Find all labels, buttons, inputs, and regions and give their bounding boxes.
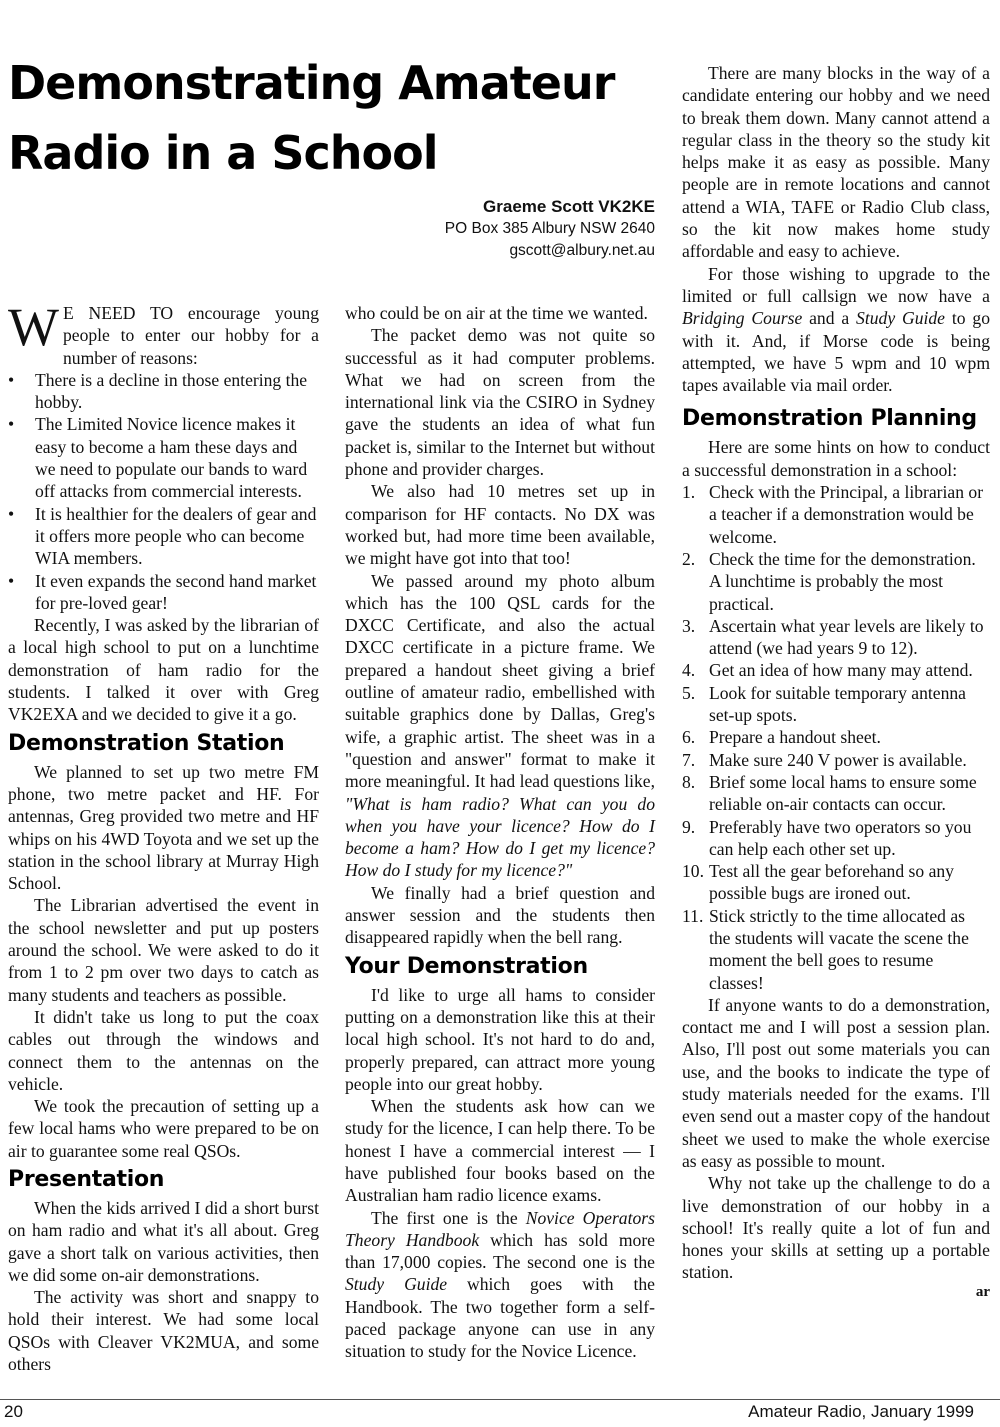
intro-paragraph: [8, 297, 319, 369]
section-heading: Demonstration Planning: [682, 406, 977, 432]
list-item: [682, 615, 990, 660]
article-title: Demonstrating Amateur Radio in a School: [8, 56, 615, 180]
column-3: [682, 62, 990, 1300]
page-number: 20: [4, 1402, 23, 1421]
item-text: Preferably have two operators so you can help each other set up.: [709, 816, 972, 859]
text-run: to go with it. And, if Morse code is being attempted, we have 5 wpm and 10 wpm tapes available via mail order.: [682, 308, 990, 396]
item-number: 3.: [682, 615, 696, 636]
item-number: 9.: [682, 816, 696, 837]
sample-questions: "What is ham radio? What can you do when you have your licence? How do I become a ham? How do I get my licence? How do I study for my licence?": [345, 793, 655, 881]
list-item: [682, 816, 990, 861]
list-item: [682, 771, 990, 816]
reasons-list: [8, 369, 319, 614]
book-title: Bridging Course: [682, 308, 803, 329]
list-item: • The Limited Novice licence makes it easy to become a ham these days and we need to populate our bands to ward off attacks from commercial interests.: [8, 413, 319, 502]
paragraph: It didn't take us long to put the coax cables out through the windows and connect them to the antennas on the vehicle.: [8, 1006, 319, 1094]
item-number: 8.: [682, 771, 696, 792]
list-item: [682, 749, 990, 771]
paragraph: When the students ask how can we study for the licence, I can help there. To be honest I have a commercial interest — I have published four books based on the Australian ham radio licence exams.: [345, 1096, 655, 1206]
paragraph: The packet demo was not quite so successful as it had computer problems. What we had on screen from the international link via the CSIRO in Sydney gave the students an idea of what fun packet is, similar to the Internet but without phone and provider charges.: [345, 325, 655, 480]
paragraph: There are many blocks in the way of a candidate entering our hobby and we need to break them down. Many cannot attend a regular class in the theory so the study kit helps make it as easy as possible. Many people are in remote locations and cannot attend a WIA, TAFE or Radio Club class, so the kit now makes home study affordable and easy to achieve.: [682, 63, 990, 262]
paragraph: We finally had a brief question and answer session and the students then disappeared rapidly when the bell rang.: [345, 882, 655, 948]
text-run: which has sold more than 17,000 copies. The second one is the: [345, 1229, 655, 1273]
paragraph: When the kids arrived I did a short burst on ham radio and what it's all about. Greg gave a short talk on various activities, then we did some on-air demonstrations.: [8, 1197, 319, 1285]
book-title: Study Guide: [345, 1274, 448, 1295]
book-title: Study Guide: [856, 308, 945, 329]
paragraph: The Librarian advertised the event in the school newsletter and put up posters around the school. We were asked to do it from 1 to 2 pm over two days to catch as many students and teachers as possible.: [8, 895, 319, 1005]
list-item: [682, 860, 990, 905]
item-text: Prepare a handout sheet.: [709, 727, 881, 748]
item-number: 10.: [682, 861, 704, 882]
end-mark: ar: [975, 1283, 990, 1300]
item-text: Brief some local hams to ensure some reliable on-air contacts can occur.: [709, 771, 977, 815]
list-item: [682, 481, 990, 548]
paragraph: [345, 570, 655, 882]
item-number: 11.: [682, 905, 704, 926]
item-text: Test all the gear beforehand so any possible bugs are ironed out.: [709, 861, 954, 904]
paragraph: Why not take up the challenge to do a live demonstration of our hobby in a school! It's really quite a lot of fun and hones your skills at setting up a portable station.: [682, 1173, 990, 1283]
section-heading: Presentation: [8, 1166, 165, 1192]
item-number: 5.: [682, 682, 696, 703]
text-run: For those wishing to upgrade to the limited or full callsign we now have a: [682, 263, 990, 306]
paragraph: I'd like to urge all hams to consider putting on a demonstration like this at their local high school. It's not hard to do and, properly prepared, can attract more young people into our great hobby.: [345, 984, 655, 1094]
item-number: 6.: [682, 727, 696, 748]
item-text: Get an idea of how many may attend.: [709, 660, 973, 681]
item-text: Check the time for the demonstration. A lunchtime is probably the most practical.: [709, 548, 976, 614]
text-run: The first one is the: [371, 1207, 526, 1228]
book-title: Novice Operators Theory Handbook: [345, 1207, 655, 1250]
item-text: Look for suitable temporary antenna set-up spots.: [709, 682, 966, 726]
byline: [445, 196, 655, 262]
text-run: which goes with the Handbook. The two together form a self-paced package anyone can use in any situation to study for the Novice Licence.: [345, 1274, 655, 1362]
item-text: Make sure 240 V power is available.: [709, 749, 967, 770]
section-heading: Demonstration Station: [8, 730, 285, 756]
drop-cap: W: [8, 297, 59, 357]
column-2: [345, 302, 655, 1363]
section-heading: Your Demonstration: [345, 953, 588, 979]
list-item: • It even expands the second hand market for pre-loved gear!: [8, 570, 319, 615]
paragraph: The activity was short and snappy to hold their interest. We had some local QSOs with Cleaver VK2MUA, and some others: [8, 1287, 319, 1375]
column-1: [8, 297, 319, 1375]
item-number: 1.: [682, 482, 696, 503]
publication-info: Amateur Radio, January 1999: [748, 1402, 974, 1421]
author-address: PO Box 385 Albury NSW 2640: [444, 220, 655, 237]
paragraph: We took the precaution of setting up a few local hams who were prepared to be on air to guarantee some real QSOs.: [8, 1096, 319, 1161]
paragraph: If anyone wants to do a demonstration, contact me and I will post a session plan. Also, I'll post out some materials you can use, and the books to indicate the type of study materials needed for the exams. I'll even send out a master copy of the handout sheet we used to make the whole exercise as easy as possible to mount.: [682, 994, 990, 1171]
paragraph: [345, 1207, 655, 1363]
text-run: We passed around my photo album which has the 100 QSL cards for the DXCC Certificate, and also the actual DXCC certificate in a picture frame. We prepared a handout sheet giving a brief outline of amateur radio, embellished with suitable graphics done by Dallas, Greg's wife, a graphic artist. The sheet was in a "question and answer" format to make it more meaningful. It had lead questions like,: [345, 570, 655, 792]
footer-divider: [0, 1399, 1000, 1400]
list-item: [682, 726, 990, 748]
list-item: [682, 905, 990, 994]
list-item: • There is a decline in those entering the hobby.: [8, 369, 319, 414]
list-item: [682, 659, 990, 681]
paragraph: Here are some hints on how to conduct a successful demonstration in a school:: [682, 437, 990, 480]
paragraph: who could be on air at the time we wanted.: [345, 303, 648, 323]
list-item: [682, 548, 990, 615]
item-text: Ascertain what year levels are likely to attend (we had years 9 to 12).: [709, 615, 984, 659]
text-run: and a: [802, 308, 857, 329]
list-item: [682, 682, 990, 727]
intro-text: E NEED TO encourage young people to enter our hobby for a number of reasons:: [62, 303, 319, 368]
paragraph: We also had 10 metres set up in comparison for HF contacts. No DX was worked but, had more time been available, we might have got into that too!: [345, 481, 655, 569]
item-number: 2.: [682, 548, 696, 569]
list-item: • It is healthier for the dealers of gear and it offers more people who can become WIA members.: [8, 503, 319, 570]
paragraph: We planned to set up two metre FM phone, two metre packet and HF. For antennas, Greg provided two metre and HF whips on his 4WD Toyota and we set up the station in the school library at Murray High School.: [8, 761, 319, 894]
paragraph: Recently, I was asked by the librarian of a local high school to put on a lunchtime demonstration of ham radio for the students. I talked it over with Greg VK2EXA and we decided to give it a go.: [8, 615, 319, 725]
item-number: 4.: [682, 660, 696, 681]
hints-list: [682, 481, 990, 994]
author-email: gscott@albury.net.au: [509, 242, 655, 259]
item-text: Stick strictly to the time allocated as the students will vacate the scene the moment the bell goes to resume classes!: [709, 905, 969, 993]
item-number: 7.: [682, 749, 696, 770]
author-name: Graeme Scott VK2KE: [483, 197, 655, 216]
paragraph: [682, 263, 990, 397]
item-text: Check with the Principal, a librarian or a teacher if a demonstration would be welcome.: [709, 482, 984, 547]
